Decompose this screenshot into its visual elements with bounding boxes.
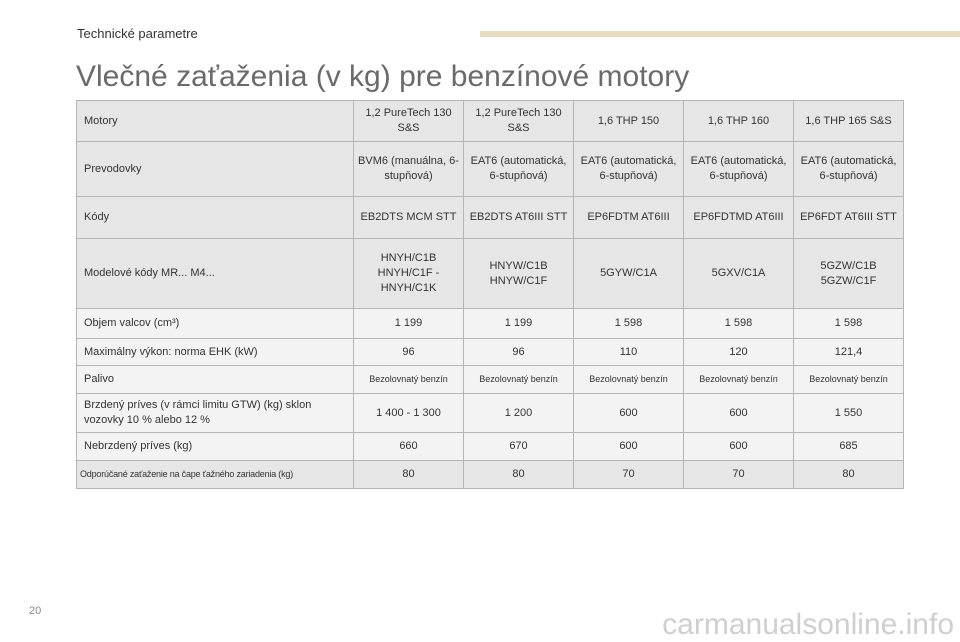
section-header-label: Technické parametre bbox=[77, 26, 198, 41]
page-number: 20 bbox=[29, 605, 42, 617]
page-title: Vlečné zaťaženia (v kg) pre benzínové motory bbox=[76, 60, 690, 93]
table-cell: 1 598 bbox=[574, 309, 684, 339]
table-row-unbraked-trailer bbox=[77, 433, 904, 461]
table-cell: 660 bbox=[354, 433, 464, 461]
table-cell: 5GXV/C1A bbox=[684, 239, 794, 309]
table-cell: 70 bbox=[574, 461, 684, 489]
table-cell: Bezolovnatý benzín bbox=[574, 366, 684, 394]
table-cell: 600 bbox=[684, 433, 794, 461]
table-cell: Bezolovnatý benzín bbox=[464, 366, 574, 394]
table-cell: 600 bbox=[574, 433, 684, 461]
table-row-displacement bbox=[77, 309, 904, 339]
table-cell: 110 bbox=[574, 339, 684, 366]
row-label: Modelové kódy MR... M4... bbox=[77, 239, 354, 309]
table-cell: Bezolovnatý benzín bbox=[684, 366, 794, 394]
table-cell: 80 bbox=[794, 461, 904, 489]
table-cell: EAT6 (automatická, 6-stupňová) bbox=[574, 142, 684, 197]
watermark: carmanualsonline.info bbox=[662, 608, 954, 641]
table-cell: 80 bbox=[354, 461, 464, 489]
table-cell: 600 bbox=[684, 394, 794, 433]
table-cell: 1 199 bbox=[354, 309, 464, 339]
table-cell: EAT6 (automatická, 6-stupňová) bbox=[794, 142, 904, 197]
table-cell: EB2DTS MCM STT bbox=[354, 197, 464, 239]
row-label: Motory bbox=[77, 101, 354, 142]
table-row-fuel bbox=[77, 366, 904, 394]
table-row-gearboxes bbox=[77, 142, 904, 197]
table-cell: Bezolovnatý benzín bbox=[354, 366, 464, 394]
table-cell: 1,6 THP 160 bbox=[684, 101, 794, 142]
table-row-nose-weight bbox=[77, 461, 904, 489]
table-cell: 96 bbox=[464, 339, 574, 366]
row-label: Prevodovky bbox=[77, 142, 354, 197]
table-cell: 121,4 bbox=[794, 339, 904, 366]
row-label: Kódy bbox=[77, 197, 354, 239]
table-cell: 120 bbox=[684, 339, 794, 366]
row-label: Maximálny výkon: norma EHK (kW) bbox=[77, 339, 354, 366]
row-label: Nebrzdený príves (kg) bbox=[77, 433, 354, 461]
table-cell: EP6FDTM AT6III bbox=[574, 197, 684, 239]
row-label: Palivo bbox=[77, 366, 354, 394]
row-label: Brzdený príves (v rámci limitu GTW) (kg) sklon vozovky 10 % alebo 12 % bbox=[77, 394, 354, 433]
table-cell: HNYW/C1B HNYW/C1F bbox=[464, 239, 574, 309]
table-cell: EAT6 (automatická, 6-stupňová) bbox=[464, 142, 574, 197]
table-cell: HNYH/C1B HNYH/C1F - HNYH/C1K bbox=[354, 239, 464, 309]
table-row-max-power bbox=[77, 339, 904, 366]
table-cell: 1 400 - 1 300 bbox=[354, 394, 464, 433]
table-cell: BVM6 (manuálna, 6-stupňová) bbox=[354, 142, 464, 197]
table-cell: 1 199 bbox=[464, 309, 574, 339]
table-row-braked-trailer bbox=[77, 394, 904, 433]
table-cell: 5GYW/C1A bbox=[574, 239, 684, 309]
table-cell: 96 bbox=[354, 339, 464, 366]
table-cell: 1 550 bbox=[794, 394, 904, 433]
table-cell: 5GZW/C1B 5GZW/C1F bbox=[794, 239, 904, 309]
table-cell: 1 598 bbox=[794, 309, 904, 339]
table-row-codes bbox=[77, 197, 904, 239]
table-cell: EP6FDTMD AT6III bbox=[684, 197, 794, 239]
row-label: Objem valcov (cm³) bbox=[77, 309, 354, 339]
towing-loads-table bbox=[76, 100, 904, 489]
table-cell: 600 bbox=[574, 394, 684, 433]
table-cell: EB2DTS AT6III STT bbox=[464, 197, 574, 239]
table-cell: 1 200 bbox=[464, 394, 574, 433]
table-cell: EAT6 (automatická, 6-stupňová) bbox=[684, 142, 794, 197]
header-bar bbox=[480, 31, 960, 37]
table-row-engines bbox=[77, 101, 904, 142]
table-cell: 70 bbox=[684, 461, 794, 489]
table-cell: 1 598 bbox=[684, 309, 794, 339]
table-cell: 670 bbox=[464, 433, 574, 461]
table-cell: 1,6 THP 150 bbox=[574, 101, 684, 142]
row-label: Odporúčané zaťaženie na čape ťažného zariadenia (kg) bbox=[77, 461, 354, 489]
table-cell: 1,6 THP 165 S&S bbox=[794, 101, 904, 142]
table-cell: 1,2 PureTech 130 S&S bbox=[354, 101, 464, 142]
table-row-model-codes bbox=[77, 239, 904, 309]
table-cell: EP6FDT AT6III STT bbox=[794, 197, 904, 239]
table-cell: Bezolovnatý benzín bbox=[794, 366, 904, 394]
table-cell: 80 bbox=[464, 461, 574, 489]
table-cell: 1,2 PureTech 130 S&S bbox=[464, 101, 574, 142]
table-cell: 685 bbox=[794, 433, 904, 461]
